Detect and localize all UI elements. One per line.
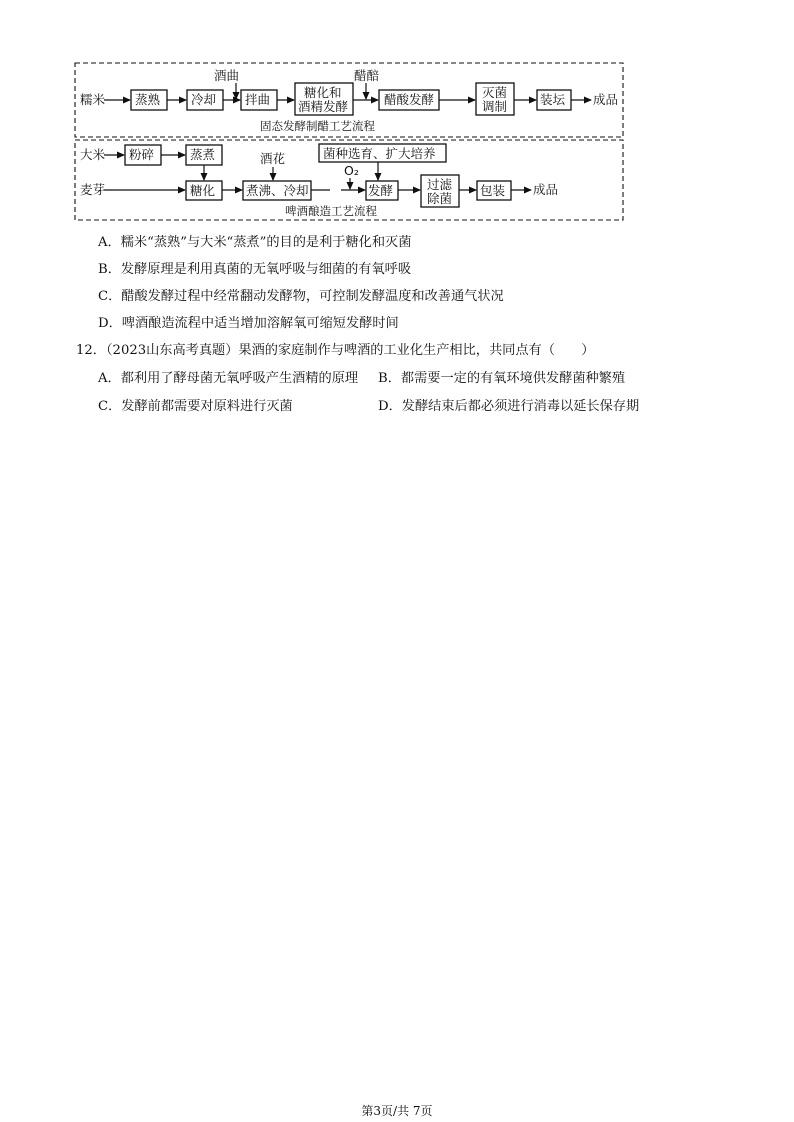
q12-option-d: D．发酵结束后都必须进行消毒以延长保存期 [378, 399, 640, 414]
page-footer: 第3页/共 7页 [361, 1104, 433, 1118]
step-saccharify: 糖化 [190, 183, 216, 198]
q11-option-d: D．啤酒酿造流程中适当增加溶解氧可缩短发酵时间 [98, 316, 399, 331]
step-filter-1: 过滤 [427, 177, 453, 192]
step-sterilize-1: 灭菌 [482, 85, 508, 100]
step-mix-koji: 拌曲 [245, 92, 271, 107]
beer-start-malt: 麦芽 [80, 182, 106, 197]
q12-option-c: C．发酵前都需要对原料进行灭菌 [98, 399, 293, 414]
step-jar: 装坛 [540, 92, 566, 107]
step-steam-boil: 蒸煮 [190, 147, 216, 162]
beer-start-rice: 大米 [80, 147, 106, 162]
vinegar-start-label: 糯米 [80, 92, 106, 107]
q11-option-a: A．糯米“蒸熟”与大米“蒸煮”的目的是利于糖化和灭菌 [98, 235, 412, 250]
input-vinegar-mash: 醋醅 [354, 68, 380, 83]
step-package: 包装 [480, 183, 506, 198]
step-crush: 粉碎 [129, 147, 155, 162]
vinegar-end-label: 成品 [593, 92, 619, 107]
process-flow-diagram [0, 0, 794, 240]
input-oxygen: O₂ [344, 163, 359, 178]
input-strain-culture: 菌种选育、扩大培养 [323, 146, 436, 161]
step-sterilize-2: 调制 [482, 99, 508, 114]
step-ferment: 发酵 [368, 183, 394, 198]
step-steam-cook: 蒸熟 [135, 92, 161, 107]
step-saccharify-ferment-1: 糖化和 [304, 85, 342, 100]
vinegar-flow-caption: 固态发酵制醋工艺流程 [260, 119, 375, 133]
q11-option-b: B．发酵原理是利用真菌的无氧呼吸与细菌的有氧呼吸 [98, 262, 412, 277]
q12-option-b: B．都需要一定的有氧环境供发酵菌种繁殖 [378, 371, 626, 386]
step-boil-cool: 煮沸、冷却 [246, 183, 309, 198]
step-saccharify-ferment-2: 酒精发酵 [298, 99, 349, 114]
input-hops: 酒花 [260, 151, 286, 166]
q11-option-c: C．醋酸发酵过程中经常翻动发酵物，可控制发酵温度和改善通气状况 [98, 289, 504, 304]
q12-option-a: A．都利用了酵母菌无氧呼吸产生酒精的原理 [98, 371, 359, 386]
step-acetic-fermentation: 醋酸发酵 [384, 92, 435, 107]
q12-stem: 12．（2023山东高考真题）果酒的家庭制作与啤酒的工业化生产相比，共同点有（ ） [76, 343, 595, 358]
input-koji: 酒曲 [214, 68, 240, 83]
step-cool: 冷却 [191, 92, 217, 107]
beer-flow-caption: 啤酒酿造工艺流程 [285, 204, 377, 218]
step-filter-2: 除菌 [427, 191, 453, 206]
beer-end-label: 成品 [533, 182, 559, 197]
